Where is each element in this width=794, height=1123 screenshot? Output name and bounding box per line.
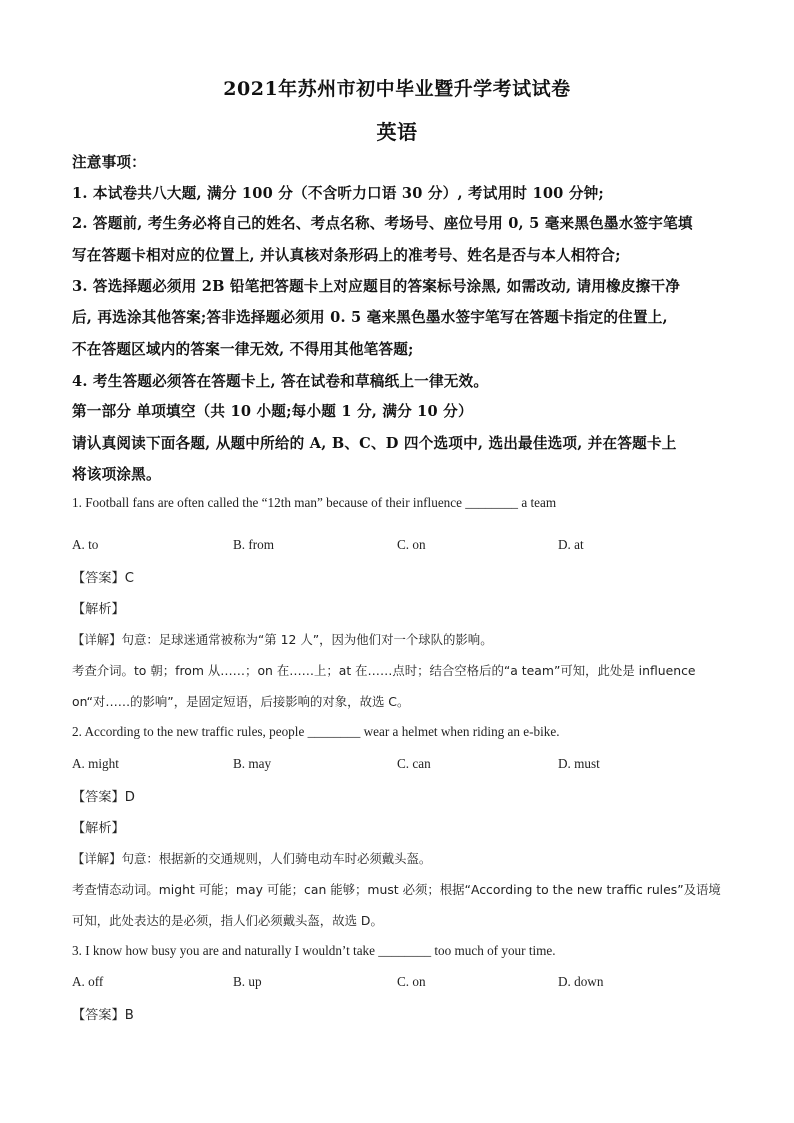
- question-options: [72, 974, 732, 992]
- option-d: D. must: [558, 756, 600, 771]
- question-stem: 1. Football fans are often called the “12th man” because of their influence ________ a team: [72, 495, 557, 510]
- option-d: D. down: [558, 974, 604, 989]
- analysis-label: 【解析】: [72, 602, 125, 617]
- notice-line: 后, 再选涂其他答案;答非选择题必须用 0. 5 毫来黑色墨水签宇笔写在答题卡指定的住置上,: [72, 309, 668, 326]
- section-instruction: 将该项涂黑。: [72, 466, 161, 483]
- question-options: [72, 537, 732, 555]
- option-c: C. can: [397, 756, 431, 771]
- detail-text: 句意：根据新的交通规则，人们骑电动车时必须戴头盔。: [121, 851, 432, 866]
- exam-title: 2021年苏州市初中毕业暨升学考试试卷: [223, 78, 571, 100]
- notice-line: 3. 答选择题必须用 2B 铅笔把答题卡上对应题目的答案标号涂黑, 如需改动, 请用橡皮擦干净: [72, 278, 681, 295]
- answer-label: 【答案】: [72, 790, 125, 805]
- question-stem: 2. According to the new traffic rules, people ________ wear a helmet when riding an e-bike.: [72, 724, 560, 739]
- answer-value: D: [124, 790, 135, 805]
- answer-row: [72, 1004, 134, 1023]
- explanation-line: 考查介词。to 朝；from 从……；on 在……上；at 在……点时；结合空格后的“a team”可知，此处是 influence: [72, 663, 696, 678]
- detail-text: 句意：足球迷通常被称为“第 12 人”，因为他们对一个球队的影响。: [121, 632, 493, 647]
- notice-line: 写在答题卡相对应的位置上, 并认真核对条形码上的准考号、姓名是否与本人相符合;: [72, 247, 621, 264]
- explanation-line: on“对……的影响”，是固定短语，后接影响的对象，故选 C。: [72, 694, 410, 709]
- answer-label: 【答案】: [72, 1008, 125, 1023]
- explanation-line: 考查情态动词。might 可能；may 可能；can 能够；must 必须；根据“According to the new traffic rules”及语境: [72, 882, 721, 897]
- notice-line: 不在答题区域内的答案一律无效, 不得用其他笔答题;: [72, 341, 414, 358]
- option-b: B. from: [233, 537, 275, 552]
- detail-label: 【详解】: [72, 632, 122, 647]
- notice-line: 4. 考生答题必须答在答题卡上, 答在试卷和草稿纸上一律无效。: [72, 373, 489, 390]
- answer-value: C: [124, 571, 134, 586]
- option-d: D. at: [558, 537, 584, 552]
- notice-line: 1. 本试卷共八大题, 满分 100 分（不含听力口语 30 分）, 考试用时 100 分钟;: [72, 185, 604, 202]
- option-c: C. on: [397, 974, 426, 989]
- answer-value: B: [124, 1008, 134, 1023]
- answer-row: [72, 786, 135, 805]
- answer-row: [72, 567, 134, 586]
- section-instruction: 请认真阅读下面各题, 从题中所给的 A, B、C、D 四个选项中, 选出最佳选项, 并在答题卡上: [72, 435, 677, 452]
- question-options: [72, 756, 732, 774]
- question-stem: 3. I know how busy you are and naturally I wouldn’t take ________ too much of your time.: [72, 943, 556, 958]
- detail-row: [72, 630, 732, 648]
- option-a: A. off: [72, 974, 104, 989]
- section-title: 第一部分 单项填空（共 10 小题;每小题 1 分, 满分 10 分）: [72, 403, 473, 420]
- detail-row: [72, 849, 732, 867]
- option-c: C. on: [397, 537, 426, 552]
- option-b: B. may: [233, 756, 272, 771]
- notice-line: 2. 答题前, 考生务必将自己的姓名、考点名称、考场号、座位号用 0, 5 毫来黑色墨水签宇笔填: [72, 215, 693, 232]
- option-a: A. to: [72, 537, 99, 552]
- notice-heading: 注意事项：: [72, 154, 146, 171]
- option-b: B. up: [233, 974, 262, 989]
- detail-label: 【详解】: [72, 851, 122, 866]
- exam-subject: 英语: [376, 120, 418, 144]
- answer-label: 【答案】: [72, 571, 125, 586]
- explanation-line: 可知，此处表达的是必须，指人们必须戴头盔，故选 D。: [72, 913, 383, 928]
- analysis-label: 【解析】: [72, 821, 125, 836]
- option-a: A. might: [72, 756, 119, 771]
